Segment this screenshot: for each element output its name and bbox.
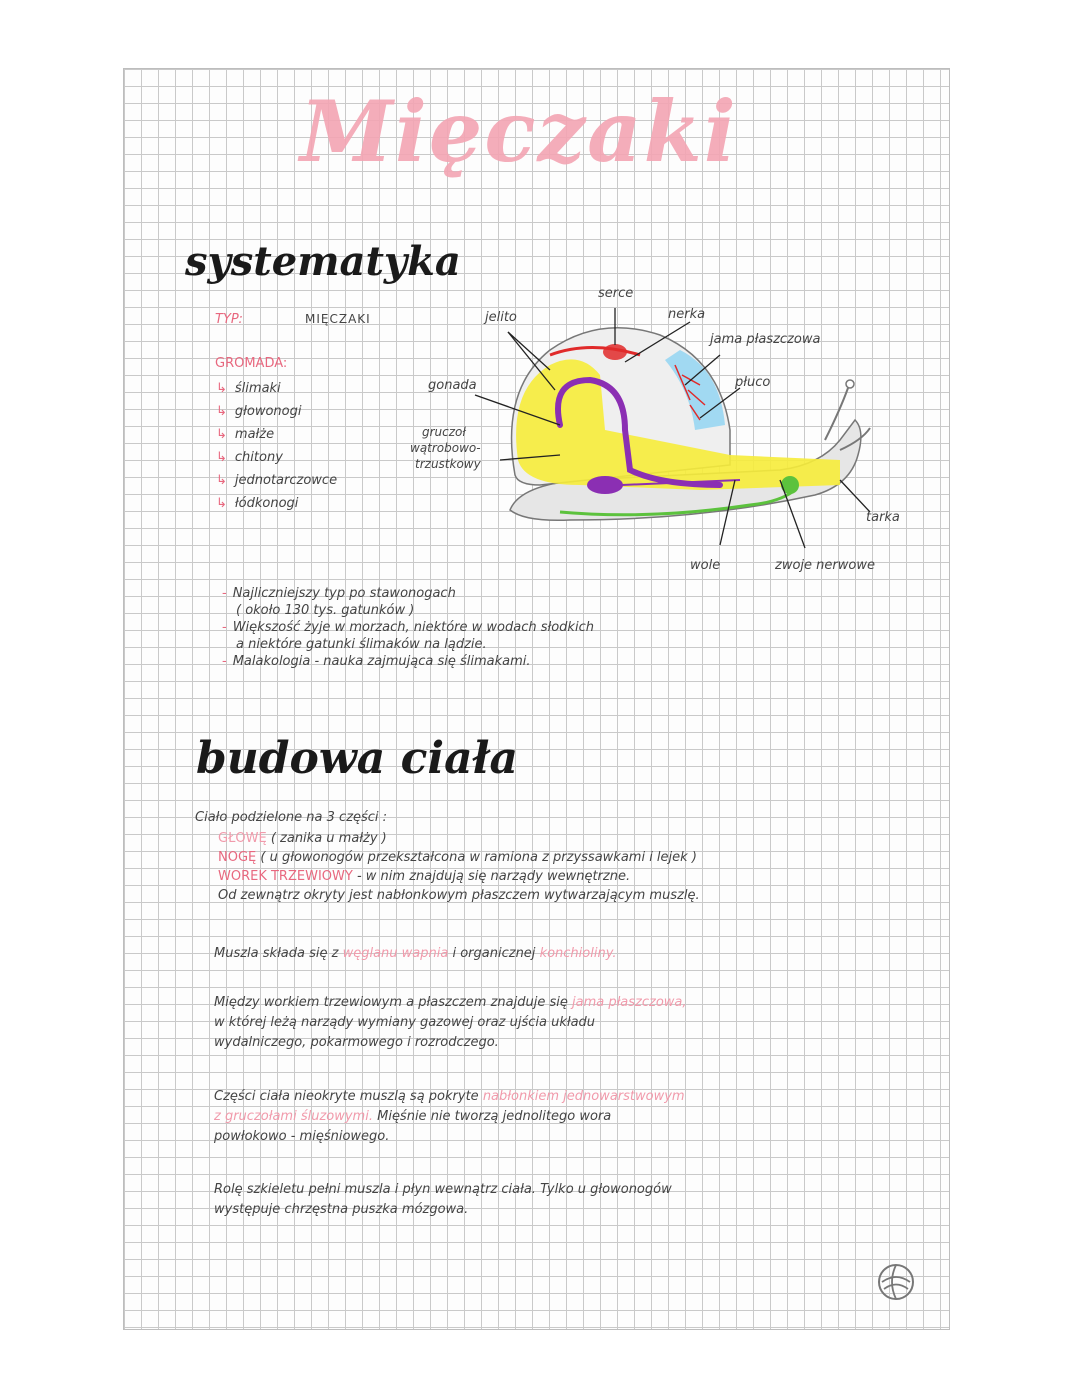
page-title: Mięczaki <box>300 82 738 181</box>
eye-shape <box>846 380 854 388</box>
tentacle-shape <box>825 388 848 440</box>
list-item: ↳ jednotarczowce <box>216 473 338 488</box>
typ-value: MIĘCZAKI <box>305 312 371 326</box>
label-tarka: tarka <box>866 510 900 525</box>
arrow-icon: ↳ <box>216 404 227 419</box>
snail-anatomy-diagram <box>400 280 940 580</box>
rola-paragraph: Rolę szkieletu pełni muszla i płyn wewnątrz ciała. Tylko u głowonogów występuje chrzęstna puszka mózgowa. <box>214 1182 672 1217</box>
label-gruczol-1: gruczoł <box>422 425 466 439</box>
globe-logo-icon <box>876 1262 916 1302</box>
jama-paragraph: Między workiem trzewiowym a płaszczem znajduje się jama płaszczowa, w której leżą narządy wymiany gazowej oraz ujścia układu wydalniczego, pokarmowego i rozrodczego. <box>214 995 687 1050</box>
dash-marker: - <box>222 654 227 669</box>
body-parts-list <box>218 829 700 905</box>
fact-line: - Większość żyje w morzach, niektóre w wodach słodkich <box>222 620 594 635</box>
label-jama: jama płaszczowa <box>710 332 821 347</box>
label-gonada: gonada <box>428 378 477 393</box>
dash-marker: - <box>222 586 227 601</box>
arrow-icon: ↳ <box>216 381 227 396</box>
czesci-paragraph: Części ciała nieokryte muszlą są pokryte nabłonkiem jednowarstwowym z gruczołami śluzowymi. Mięśnie nie tworzą jednolitego wora powłokowo - mięśniowego. <box>214 1089 685 1144</box>
label-zwoje: zwoje nerwowe <box>775 558 875 573</box>
label-gruczol-3: trzustkowy <box>415 457 481 471</box>
section-heading-systematyka: systematyka <box>185 238 461 285</box>
fact-line: - Najliczniejszy typ po stawonogach <box>222 586 456 601</box>
label-pluco: płuco <box>735 375 771 390</box>
gromada-label: GROMADA: <box>215 356 288 371</box>
budowa-intro: Ciało podzielone na 3 części : <box>195 810 388 825</box>
gonad-duct-shape <box>587 476 623 494</box>
body-part-line: Od zewnątrz okryty jest nabłonkowym płaszczem wytwarzającym muszlę. <box>218 888 700 903</box>
list-item: ↳ małże <box>216 427 275 442</box>
section-heading-budowa: budowa ciała <box>196 733 519 784</box>
fact-line: ( około 130 tys. gatunków ) <box>236 603 415 618</box>
label-wole: wole <box>690 558 721 573</box>
list-item: ↳ łódkonogi <box>216 496 299 511</box>
facts-list <box>222 585 594 670</box>
fact-line: a niektóre gatunki ślimaków na lądzie. <box>236 637 487 652</box>
label-serce: serce <box>598 286 634 301</box>
arrow-icon: ↳ <box>216 427 227 442</box>
label-nerka: nerka <box>668 307 706 322</box>
arrow-icon: ↳ <box>216 450 227 465</box>
gromada-list <box>216 377 337 515</box>
body-part-line: NOGĘ ( u głowonogów przekształcona w ramiona z przyssawkami i lejek ) <box>218 850 697 865</box>
dash-marker: - <box>222 620 227 635</box>
body-part-line: WOREK TRZEWIOWY - w nim znajdują się narządy wewnętrzne. <box>218 869 631 884</box>
body-part-line: GŁOWĘ ( zanika u małży ) <box>218 831 387 846</box>
typ-label: TYP: <box>215 312 243 327</box>
snail-illustration <box>400 280 940 580</box>
label-gruczol-2: wątrobowo- <box>410 441 481 455</box>
arrow-icon: ↳ <box>216 473 227 488</box>
fact-line: - Malakologia - nauka zajmująca się ślimakami. <box>222 654 531 669</box>
muszla-paragraph: Muszla składa się z węglanu wapnia i organicznej konchioliny. <box>214 946 617 961</box>
list-item: ↳ ślimaki <box>216 381 281 396</box>
list-item: ↳ chitony <box>216 450 283 465</box>
arrow-icon: ↳ <box>216 496 227 511</box>
label-jelito: jelito <box>485 310 517 325</box>
list-item: ↳ głowonogi <box>216 404 302 419</box>
